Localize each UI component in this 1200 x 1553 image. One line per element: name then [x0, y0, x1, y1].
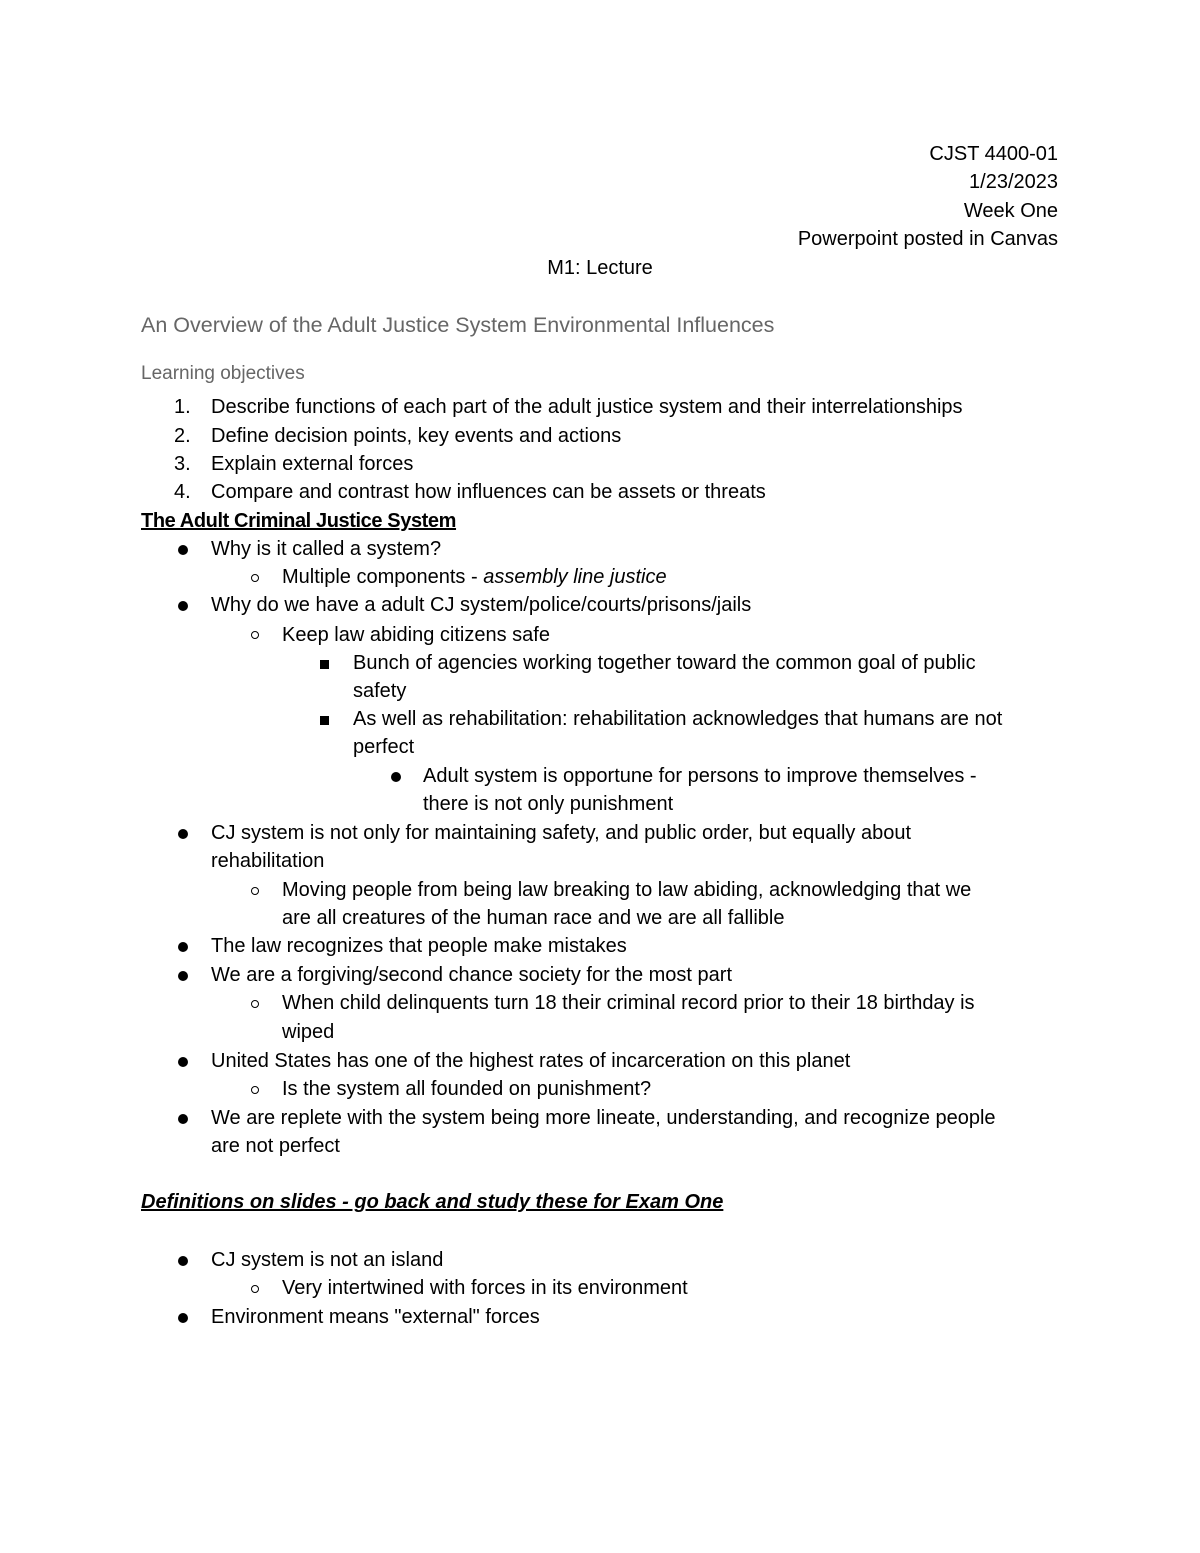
circle-bullet-icon — [251, 1285, 259, 1293]
section-heading: Definitions on slides - go back and study these for Exam One — [141, 1191, 724, 1213]
bullet-icon — [178, 1057, 188, 1067]
objective-text: Compare and contrast how influences can be assets or threats — [211, 481, 766, 503]
objective-number: 1. — [174, 396, 191, 418]
document-title: An Overview of the Adult Justice System Environmental Influences — [141, 313, 775, 337]
list-item: Keep law abiding citizens safe — [282, 624, 550, 646]
lecture-date: 1/23/2023 — [969, 171, 1058, 193]
list-item: Adult system is opportune for persons to improve themselves - — [423, 765, 977, 787]
bullet-icon — [178, 971, 188, 981]
objective-number: 4. — [174, 481, 191, 503]
list-item-continuation: there is not only punishment — [423, 793, 674, 815]
list-item-continuation: are not perfect — [211, 1135, 340, 1157]
canvas-note: Powerpoint posted in Canvas — [797, 228, 1058, 250]
circle-bullet-icon — [251, 1086, 259, 1094]
list-item: As well as rehabilitation: rehabilitation acknowledges that humans are not — [353, 708, 1003, 730]
square-bullet-icon — [320, 716, 329, 725]
emphasis-text: assembly line justice — [483, 566, 667, 588]
list-item-continuation: rehabilitation — [211, 850, 325, 872]
week-label: Week One — [963, 200, 1058, 222]
circle-bullet-icon — [251, 887, 259, 895]
lecture-label: M1: Lecture — [547, 257, 653, 279]
objective-text: Define decision points, key events and actions — [211, 425, 622, 447]
list-item: Why do we have a adult CJ system/police/courts/prisons/jails — [211, 594, 752, 616]
bullet-icon — [178, 942, 188, 952]
bullet-icon — [178, 829, 188, 839]
list-item: Is the system all founded on punishment? — [282, 1078, 652, 1100]
list-item-continuation: are all creatures of the human race and we are all fallible — [282, 907, 785, 929]
bullet-icon — [178, 545, 188, 555]
list-item: Multiple components - assembly line justice — [282, 566, 667, 588]
list-item-continuation: perfect — [353, 736, 415, 758]
list-item: When child delinquents turn 18 their criminal record prior to their 18 birthday is — [282, 992, 975, 1014]
list-item: We are a forgiving/second chance society for the most part — [211, 964, 733, 986]
list-item: CJ system is not an island — [211, 1249, 444, 1271]
list-item: We are replete with the system being more lineate, understanding, and recognize people — [211, 1107, 996, 1129]
objective-text: Explain external forces — [211, 453, 414, 475]
circle-bullet-icon — [251, 574, 259, 582]
circle-bullet-icon — [251, 1000, 259, 1008]
bullet-icon — [178, 601, 188, 611]
list-item: Environment means "external" forces — [211, 1306, 540, 1328]
list-item: Very intertwined with forces in its environment — [282, 1277, 688, 1299]
list-item: The law recognizes that people make mistakes — [211, 935, 627, 957]
bullet-icon — [391, 772, 401, 782]
list-item-continuation: wiped — [282, 1021, 335, 1043]
objectives-heading: Learning objectives — [141, 363, 305, 384]
bullet-icon — [178, 1313, 188, 1323]
list-item: CJ system is not only for maintaining safety, and public order, but equally about — [211, 822, 912, 844]
circle-bullet-icon — [251, 631, 259, 639]
bullet-icon — [178, 1256, 188, 1266]
objective-number: 2. — [174, 425, 191, 447]
list-item: United States has one of the highest rates of incarceration on this planet — [211, 1050, 851, 1072]
objective-text: Describe functions of each part of the adult justice system and their interrelationships — [211, 396, 963, 418]
list-item: Moving people from being law breaking to law abiding, acknowledging that we — [282, 879, 972, 901]
list-item-continuation: safety — [353, 680, 407, 702]
square-bullet-icon — [320, 660, 329, 669]
list-item: Why is it called a system? — [211, 538, 442, 560]
section-heading: The Adult Criminal Justice System — [141, 510, 457, 532]
objective-number: 3. — [174, 453, 191, 475]
list-item: Bunch of agencies working together toward the common goal of public — [353, 652, 976, 674]
course-code: CJST 4400-01 — [929, 143, 1058, 165]
bullet-icon — [178, 1114, 188, 1124]
